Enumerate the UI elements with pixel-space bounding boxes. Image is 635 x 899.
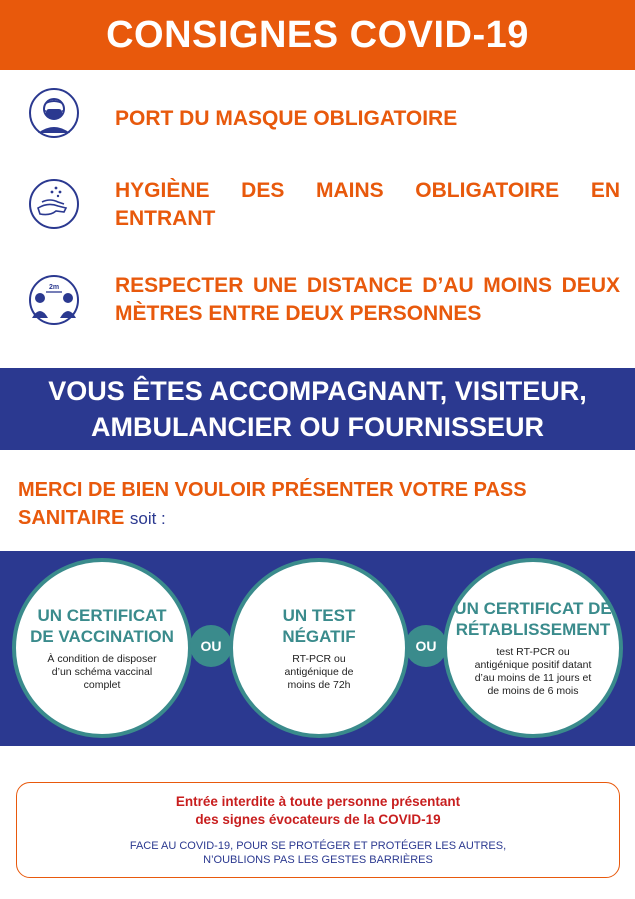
pass-options: [0, 551, 635, 746]
audience-line-2: AMBULANCIER OU FOURNISSEUR: [90, 412, 544, 442]
pass-request: [18, 476, 620, 533]
audience-line-1: VOUS ÊTES ACCOMPAGNANT, VISITEUR,: [48, 376, 587, 406]
rule-mask-text: PORT DU MASQUE OBLIGATOIRE: [115, 107, 458, 130]
audience-banner: [0, 368, 635, 450]
separator-or: OU: [405, 625, 447, 667]
option-recovery-title: UN CERTIFICAT DE RÉTABLISSEMENT: [454, 599, 612, 639]
option-test-title: UN TEST NÉGATIF: [282, 605, 356, 646]
option-vaccination-title: UN CERTIFICAT DE VACCINATION: [30, 605, 174, 646]
notice-warning-line-2: des signes évocateurs de la COVID-19: [195, 812, 441, 827]
option-test-detail: RT-PCR ou antigénique de moins de 72h: [284, 652, 354, 691]
face-mask-icon: [28, 87, 80, 139]
notice-slogan-line-2: N’OUBLIONS PAS LES GESTES BARRIÈRES: [203, 854, 433, 866]
option-vaccination: [12, 558, 192, 738]
option-vaccination-detail: À condition de disposer d’un schéma vaccinal complet: [47, 652, 157, 691]
hand-washing-icon: [28, 178, 80, 230]
rule-hands-text: HYGIÈNE DES MAINS OBLIGATOIRE EN ENTRANT: [115, 179, 620, 230]
option-test: [229, 558, 409, 738]
option-recovery-detail: test RT-PCR ou antigénique positif datant d’au moins de 11 jours et de moins de 6 mois: [474, 646, 592, 697]
page-title: CONSIGNES COVID-19: [0, 0, 635, 70]
distance-label: 2m: [48, 284, 60, 291]
separator-or: OU: [190, 625, 232, 667]
option-recovery: [443, 558, 623, 738]
rule-distance-text: RESPECTER UNE DISTANCE D’AU MOINS DEUX MÈTRES ENTRE DEUX PERSONNES: [115, 274, 620, 325]
pass-request-text: MERCI DE BIEN VOULOIR PRÉSENTER VOTRE PASS SANITAIRE: [18, 479, 527, 529]
social-distance-icon: [28, 274, 80, 326]
pass-request-suffix: soit :: [129, 509, 166, 528]
entry-notice: [16, 782, 620, 878]
notice-warning-line-1: Entrée interdite à toute personne présentant: [175, 794, 461, 809]
notice-slogan-line-1: FACE AU COVID-19, POUR SE PROTÉGER ET PROTÉGER LES AUTRES,: [129, 840, 507, 852]
